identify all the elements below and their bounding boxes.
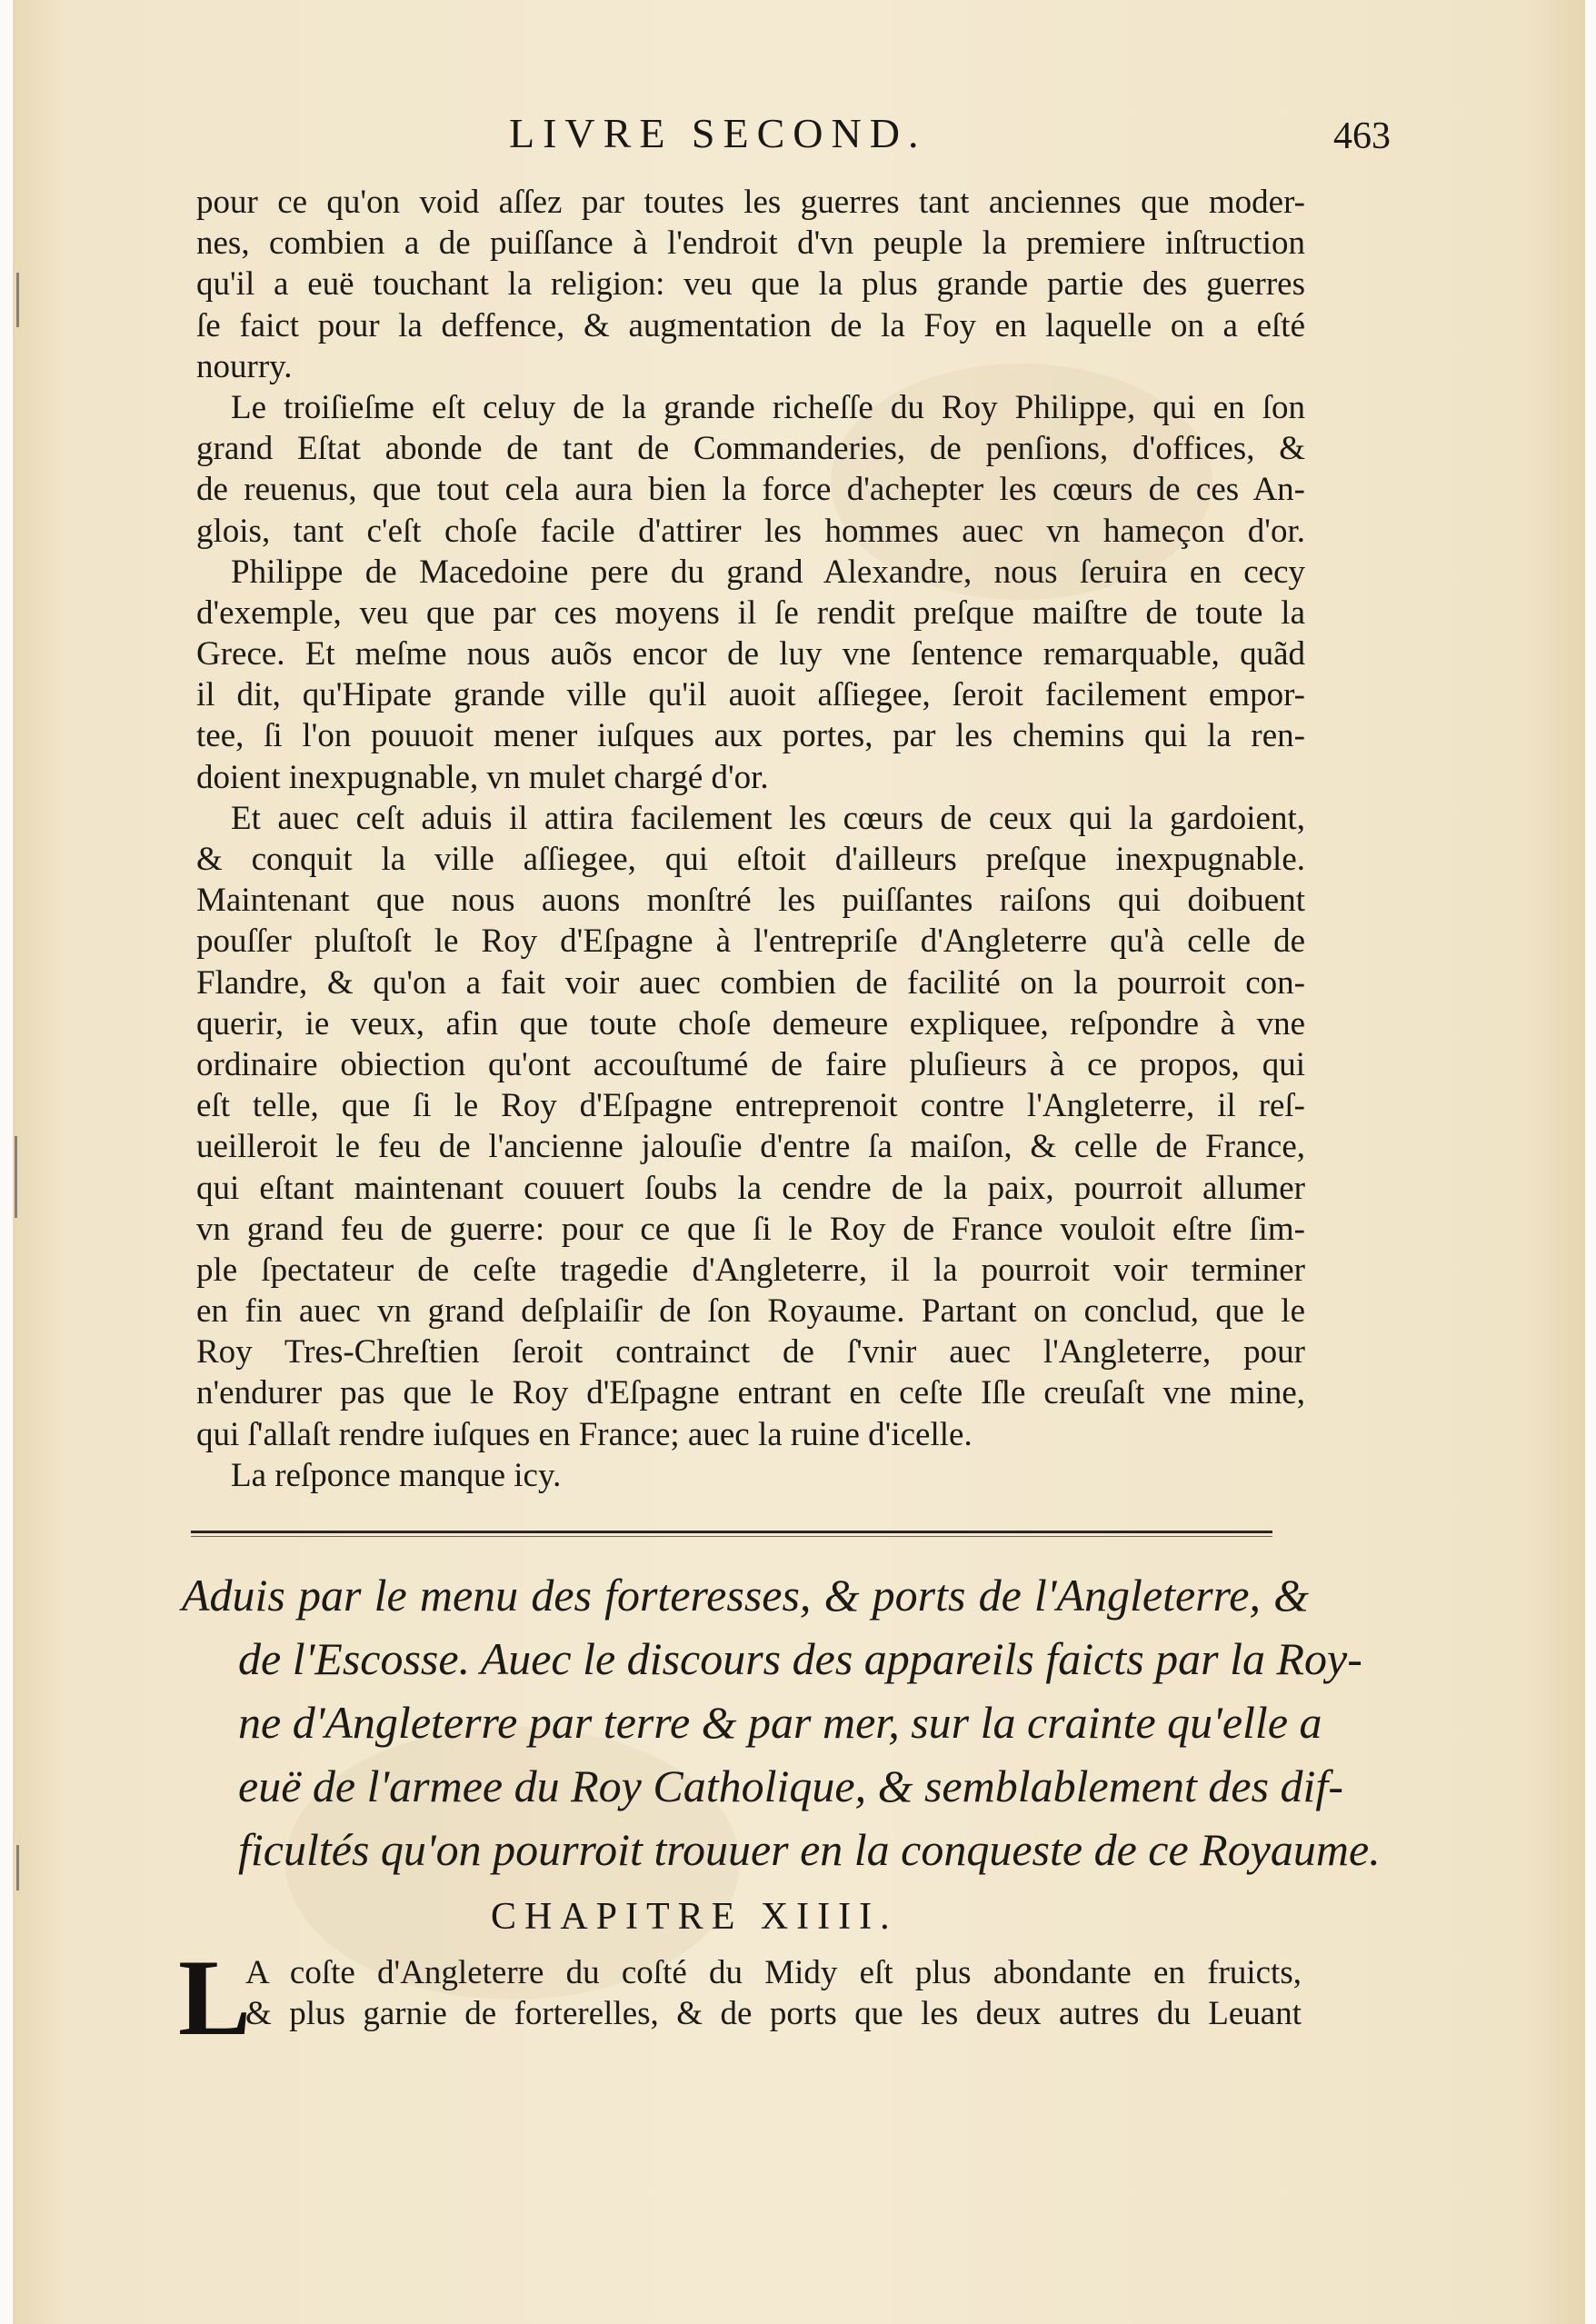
- text-line: Philippe de Macedoine pere du grand Alexandre, nous ſeruira en cecy: [231, 553, 1305, 591]
- text-line: n'endurer pas que le Roy d'Eſpagne entrant en ceſte Iſle creuſaſt vne mine,: [196, 1374, 1305, 1412]
- body-text: [196, 182, 1305, 1496]
- text-line: d'exemple, veu que par ces moyens il ſe rendit preſque maiſtre de toute la: [196, 593, 1305, 632]
- text-line: ordinaire obiection qu'ont accouſtumé de faire pluſieurs à ce propos, qui: [196, 1045, 1305, 1083]
- text-line: qu'il a euë touchant la religion: veu que la plus grande partie des guerres: [196, 265, 1305, 304]
- text-line: grand Eſtat abonde de tant de Commanderies, de penſions, d'offices, &: [196, 430, 1305, 468]
- text-line: Flandre, & qu'on a fait voir auec combien de facilité on la pourroit con-: [196, 963, 1305, 1002]
- section-title-line: ne d'Angleterre par terre & par mer, sur la crainte qu'elle a: [238, 1697, 1322, 1748]
- text-line: qui eſtant maintenant couuert ſoubs la cendre de la paix, pourroit allumer: [196, 1169, 1305, 1207]
- text-line: tee, ſi l'on pouuoit mener iuſques aux portes, par les chemins qui la ren-: [196, 717, 1305, 755]
- text-line: qui ſ'allaſt rendre iuſques en France; auec la ruine d'icelle.: [196, 1415, 973, 1453]
- text-line: eſt telle, que ſi le Roy d'Eſpagne entreprenoit contre l'Angleterre, il reſ-: [196, 1087, 1305, 1125]
- divider-rule-thin: [191, 1536, 1272, 1537]
- section-title-line: euë de l'armee du Roy Catholique, & semblablement des dif-: [238, 1760, 1343, 1811]
- section-title-line: Aduis par le menu des forteresses, & ports de l'Angleterre, &: [182, 1570, 1309, 1621]
- text-line: doient inexpugnable, vn mulet chargé d'or.: [196, 758, 769, 796]
- text-line: glois, tant c'eſt choſe facile d'attirer les hommes auec vn hameçon d'or.: [196, 512, 1305, 550]
- text-line: ſe faict pour la deffence, & augmentation de la Foy en laquelle on a eſté: [196, 306, 1305, 344]
- scan-edge-left: [0, 0, 13, 2324]
- running-title: LIVRE SECOND.: [509, 110, 927, 156]
- text-line: nourry.: [196, 347, 293, 385]
- text-line: & plus garnie de forterelles, & de ports que les deux autres du Leuant: [245, 1995, 1302, 2033]
- text-line: de reuenus, que tout cela aura bien la force d'achepter les cœurs de ces An-: [196, 471, 1305, 509]
- page-header: [182, 109, 1391, 173]
- text-line: Et auec ceſt aduis il attira facilement les cœurs de ceux qui la gardoient,: [231, 799, 1305, 837]
- text-line: Roy Tres-Chreſtien ſeroit contrainct de ſ'vnir auec l'Angleterre, pour: [196, 1333, 1305, 1371]
- text-line: A coſte d'Angleterre du coſté du Midy eſt plus abondante en fruicts,: [245, 1954, 1302, 1991]
- text-line: nes, combien a de puiſſance à l'endroit d'vn peuple la premiere inſtruction: [196, 224, 1305, 263]
- text-line: Le troiſieſme eſt celuy de la grande richeſſe du Roy Philippe, qui en ſon: [231, 388, 1305, 426]
- text-line: ueilleroit le feu de l'ancienne jalouſie d'entre ſa maiſon, & celle de France,: [196, 1128, 1305, 1166]
- text-line: vn grand feu de guerre: pour ce que ſi le Roy de France vouloit eſtre ſim-: [196, 1210, 1305, 1248]
- section-title: [182, 1563, 1381, 1881]
- divider-rule: [191, 1531, 1272, 1533]
- section-title-line: de l'Escosse. Auec le discours des appareils faicts par la Roy-: [238, 1633, 1362, 1684]
- text-line: il dit, qu'Hipate grande ville qu'il auoit aſſiegee, ſeroit facilement empor-: [196, 676, 1305, 714]
- text-line: Maintenant que nous auons monſtré les puiſſantes raiſons qui doibuent: [196, 882, 1305, 920]
- text-line: ple ſpectateur de ceſte tragedie d'Angleterre, il la pourroit voir terminer: [196, 1251, 1305, 1289]
- text-line: Grece. Et meſme nous auõs encor de luy vne ſentence remarquable, quãd: [196, 635, 1305, 673]
- margin-mark: [16, 1845, 19, 1890]
- section-divider: [191, 1527, 1272, 1538]
- text-line: querir, ie veux, afin que toute choſe demeure expliquee, reſpondre à vne: [196, 1004, 1305, 1042]
- text-line: La reſponce manque icy.: [231, 1456, 562, 1494]
- chapter-heading: CHAPITRE XIIII.: [491, 1896, 898, 1938]
- scan-edge-right: [1585, 0, 1596, 2324]
- text-line: pour ce qu'on void aſſez par toutes les guerres tant anciennes que moder-: [196, 184, 1305, 221]
- text-line: en fin auec vn grand deſplaiſir de ſon Royaume. Partant on conclud, que le: [196, 1292, 1305, 1331]
- text-line: pouſſer pluſtoſt le Roy d'Eſpagne à l'entrepriſe d'Angleterre qu'à celle de: [196, 923, 1305, 961]
- section-title-line: ficultés qu'on pourroit trouuer en la conqueste de ce Royaume.: [238, 1824, 1381, 1875]
- drop-cap: L: [178, 1937, 252, 2058]
- margin-mark: [16, 273, 19, 327]
- text-line: & conquit la ville aſſiegee, qui eſtoit d'ailleurs preſque inexpugnable.: [196, 841, 1305, 878]
- chapter-text: [245, 1952, 1302, 2034]
- page-number: 463: [1333, 115, 1391, 157]
- margin-mark: [15, 1136, 17, 1218]
